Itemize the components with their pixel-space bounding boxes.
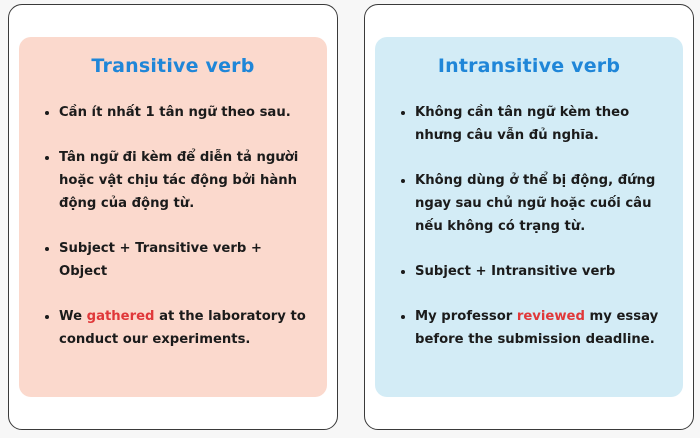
transitive-bullet-list: [33, 101, 313, 351]
transitive-title: Transitive verb: [91, 55, 255, 77]
intransitive-bullet-4: [415, 305, 669, 351]
example-text-before: My professor: [415, 309, 517, 324]
example-text-after: at the laboratory to conduct our experiments.: [59, 309, 306, 347]
intransitive-title: Intransitive verb: [437, 55, 621, 77]
transitive-card: [8, 4, 338, 430]
transitive-panel: [19, 37, 327, 397]
intransitive-bullet-3: • Subject + Intransitive verb: [415, 260, 669, 283]
transitive-bullet-1: • Cần ít nhất 1 tân ngữ theo sau.: [59, 101, 313, 124]
transitive-bullet-2: • Tân ngữ đi kèm để diễn tả người hoặc vật chịu tác động bởi hành động của động từ.: [59, 146, 313, 215]
intransitive-bullet-list: [389, 101, 669, 351]
example-text-before: We: [59, 309, 87, 324]
transitive-bullet-4: [59, 305, 313, 351]
highlighted-verb: reviewed: [516, 309, 585, 324]
intransitive-card: [364, 4, 694, 430]
example-text-after: my essay before the submission deadline.: [415, 309, 659, 347]
transitive-bullet-3: • Subject + Transitive verb + Object: [59, 237, 313, 283]
highlighted-verb: gathered: [86, 309, 155, 324]
intransitive-panel: [375, 37, 683, 397]
intransitive-bullet-2: • Không dùng ở thể bị động, đứng ngay sau chủ ngữ hoặc cuối câu nếu không có trạng từ.: [415, 169, 669, 238]
intransitive-bullet-1: • Không cần tân ngữ kèm theo nhưng câu vẫn đủ nghĩa.: [415, 101, 669, 147]
